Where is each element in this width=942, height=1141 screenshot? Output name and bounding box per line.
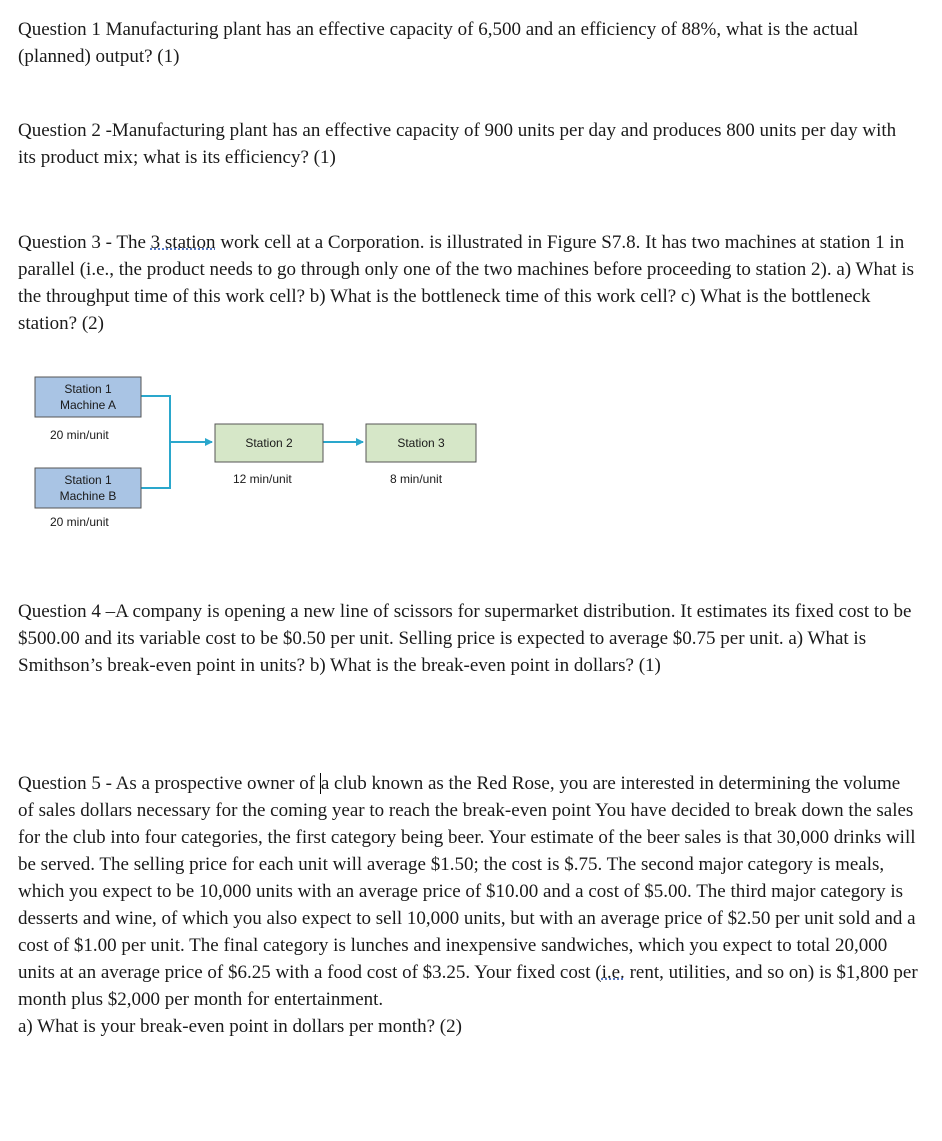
question-5-body [18, 770, 918, 1013]
question-5-text-end: rent, utilities, and so on) is $1,800 per month plus $2,000 per month for entertainment. [18, 962, 918, 1010]
question-5-text-start: Question 5 - As a prospective owner of [18, 773, 320, 794]
question-3-text-rest: work cell at a Corporation. is illustrated in Figure S7.8. It has two machines at station 1 in parallel (i.e., the product needs to go through only one of the two machines before proceeding to station 2). a) What is the throughput time of this work cell? b) What is the bottleneck time of this work cell? c) What is the bottleneck station? (2) [18, 232, 915, 334]
station-2-label: Station 2 [245, 436, 293, 450]
parallel-merge-connector [141, 396, 170, 488]
question-5-part-a: a) What is your break-even point in dollars per month? (2) [18, 1016, 462, 1037]
question-1 [18, 16, 918, 70]
station-1-machine-a-line1: Station 1 [64, 382, 112, 396]
question-2 [18, 117, 918, 171]
station-2 [215, 424, 323, 486]
station-1-machine-a-line2: Machine A [59, 398, 117, 412]
station-1-machine-b-rate: 20 min/unit [50, 515, 109, 529]
question-2-text: Question 2 -Manufacturing plant has an effective capacity of 900 units per day and produces 800 units per day with its product mix; what is its efficiency? (1) [18, 120, 897, 168]
question-5-text-middle: a club known as the Red Rose, you are interested in determining the volume of sales dollars necessary for the coming year to reach the break-even point You have decided to break down the sales for the club into four categories, the first category being beer. Your estimate of the beer sales is that 30,000 drinks will be served. The selling price for each unit will average $1.50; the cost is $.75. The second major category is meals, which you expect to be 10,000 units with an average price of $10.00 and a cost of $5.00. The third major category is desserts and wine, of which you also expect to sell 10,000 units, but with an average price of $2.50 per unit sold and a cost of $1.00 per unit. The final category is lunches and inexpensive sandwiches, which you expect to total 20,000 units at an average price of $6.25 with a food cost of $3.25. Your fixed cost ( [18, 773, 916, 983]
station-1-machine-b-line1: Station 1 [64, 473, 112, 487]
station-3-label: Station 3 [397, 436, 445, 450]
question-5 [18, 770, 918, 1040]
station-1-machine-b-line2: Machine B [59, 489, 117, 503]
question-3-text-start: Question 3 - The [18, 232, 151, 253]
question-5-underlined-term: i.e. [601, 962, 625, 983]
station-2-rate: 12 min/unit [233, 472, 292, 486]
station-3 [366, 424, 476, 486]
station-1-machine-a [35, 377, 141, 442]
station-1-machine-b [35, 468, 141, 529]
question-3 [18, 229, 918, 337]
station-3-rate: 8 min/unit [390, 472, 443, 486]
question-4-text: Question 4 –A company is opening a new line of scissors for supermarket distribution. It estimates its fixed cost to be $500.00 and its variable cost to be $0.50 per unit. Selling price is expected to average $0.75 per unit. a) What is Smithson’s break-even point in units? b) What is the break-even point in dollars? (1) [18, 601, 912, 676]
question-4 [18, 598, 918, 679]
question-1-text: Question 1 Manufacturing plant has an effective capacity of 6,500 and an efficiency of 88%, what is the actual (planned) output? (1) [18, 19, 859, 67]
station-1-machine-a-rate: 20 min/unit [50, 428, 109, 442]
question-3-underlined-term: 3 station [150, 232, 216, 253]
work-cell-figure [30, 372, 490, 542]
work-cell-diagram [30, 372, 490, 542]
